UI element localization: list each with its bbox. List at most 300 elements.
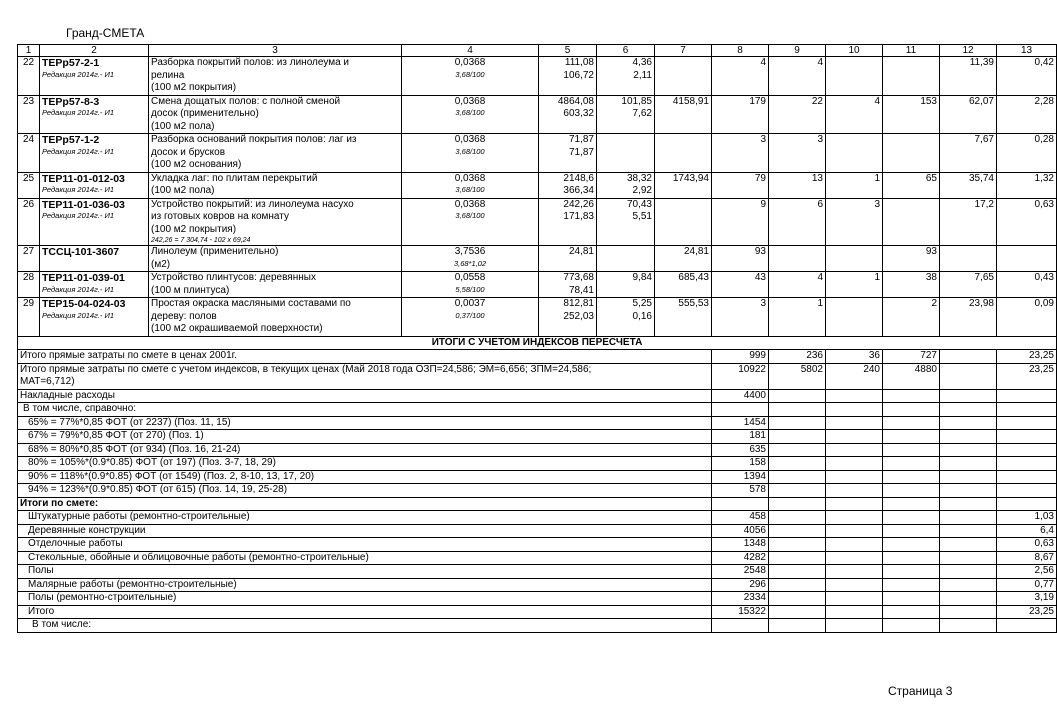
totals-value-c8: 158 [712,457,769,471]
col-num: 10 [826,45,883,57]
machinery-wages: 2,11 [633,69,652,81]
machinery-wages: 7,62 [632,108,652,119]
totals-title: ИТОГИ С УЧЕТОМ ИНДЕКСОВ ПЕРЕСЧЕТА [18,336,1057,350]
value-cell-c12: 23,98 [940,298,997,337]
totals-value-c13: 23,25 [997,363,1057,389]
totals-value-c11 [883,416,940,430]
page-number: Страница 3 [888,684,953,698]
row-number: 26 [18,198,40,246]
totals-label-text: Полы [28,565,54,576]
unit-cost-wages: 366,34 [563,185,594,196]
description-line: (м2) [151,258,171,270]
value-cell-c8: 43 [712,272,769,298]
totals-value-c12 [940,430,997,444]
totals-row [18,457,1057,471]
totals-value-c13: 8,67 [997,551,1057,565]
col-num: 5 [539,45,597,57]
row-number: 23 [18,95,40,134]
machinery-cost-cell [597,198,655,246]
totals-value-c12 [940,551,997,565]
totals-value-c11 [883,578,940,592]
totals-value-c8: 999 [712,350,769,364]
totals-value-c13 [997,389,1057,403]
rate-code: ТЕР15-04-024-03 [42,298,126,310]
description-line: (100 м2 покрытия) [151,223,237,235]
totals-value-c9 [769,578,826,592]
description-line: Разборка оснований покрытия полов: лаг из [151,134,357,145]
totals-value-c8: 4400 [712,389,769,403]
totals-value-c12 [940,605,997,619]
table-row [18,272,1057,298]
value-cell-c9: 13 [769,172,826,198]
totals-label [18,524,712,538]
value-cell-c10 [826,246,883,272]
value-cell-c8: 9 [712,198,769,246]
totals-value-c9 [769,403,826,417]
quantity-formula: 3,68/100 [455,211,485,220]
machinery-cost-cell [597,298,655,337]
value-cell-c9: 1 [769,298,826,337]
quantity-cell [402,95,539,134]
value-cell-c10 [826,134,883,173]
totals-value-c12 [940,484,997,498]
totals-label [18,538,712,552]
totals-label-text: Штукатурные работы (ремонтно-строительные) [28,511,250,522]
col-num: 9 [769,45,826,57]
table-row [18,198,1057,246]
value-cell-c8: 3 [712,298,769,337]
unit-cost-cell [539,134,597,173]
row-number: 25 [18,172,40,198]
totals-label-text: 65% = 77%*0,85 ФОТ (от 2237) (Поз. 11, 15) [28,416,231,428]
quantity: 0,0368 [454,95,486,107]
description-line: (100 м2 окрашиваемой поверхности) [151,323,323,334]
table-row [18,246,1057,272]
totals-label [18,389,712,403]
totals-value-c9 [769,389,826,403]
description-line: дереву: полов [151,310,217,322]
description-line: из готовых ковров на комнату [151,211,289,222]
totals-value-c8: 1348 [712,538,769,552]
description-cell [149,95,402,134]
unit-cost-cell [539,57,597,96]
quantity-formula: 3,68*1,02 [453,258,487,268]
description-line: (100 м2 пола) [151,120,215,132]
totals-value-c10 [826,470,883,484]
description-cell [149,134,402,173]
edition-label: Редакция 2014г.- И1 [42,108,114,117]
totals-value-c8: 2334 [712,592,769,606]
totals-value-c9 [769,619,826,633]
totals-value-c11 [883,457,940,471]
totals-title-row [18,336,1057,350]
unit-cost-total: 24,81 [568,246,594,257]
description-line: (100 м2 основания) [151,159,242,170]
row-number: 24 [18,134,40,173]
totals-value-c9 [769,457,826,471]
totals-value-c12 [940,363,997,389]
quantity-formula: 0,37/100 [455,310,485,320]
unit-cost-total: 242,26 [563,198,594,210]
value-cell-c11: 153 [883,95,940,134]
value-cell-c10: 4 [826,95,883,134]
description-cell [149,57,402,96]
col-num: 11 [883,45,940,57]
totals-label [18,457,712,471]
quantity-formula: 5,58/100 [455,284,485,294]
description-cell [149,198,402,246]
totals-value-c8: 1454 [712,416,769,430]
totals-value-c11 [883,511,940,525]
totals-value-c13 [997,470,1057,484]
description-line: Устройство плинтусов: деревянных [151,272,316,283]
totals-value-c10 [826,389,883,403]
totals-label-text: Деревянные конструкции [28,524,146,536]
totals-value-c10 [826,524,883,538]
totals-value-c10 [826,403,883,417]
totals-row [18,497,1057,511]
totals-value-c13: 23,25 [997,605,1057,619]
totals-value-c11 [883,497,940,511]
rate-code-cell [40,272,149,298]
unit-cost-wages: 171,83 [563,211,594,222]
machinery-cost: 5,25 [632,298,652,309]
unit-cost-cell [539,95,597,134]
rate-code: ТЕР11-01-036-03 [42,198,125,211]
totals-value-c8: 1394 [712,470,769,484]
totals-value-c11: 4880 [883,363,940,389]
value-cell-c9: 3 [769,134,826,173]
totals-row [18,484,1057,498]
value-cell-c7: 24,81 [655,246,712,272]
edition-label: Редакция 2014г.- И1 [42,146,114,156]
totals-label [18,363,712,389]
totals-label-text: 67% = 79%*0,85 ФОТ (от 270) (Поз. 1) [28,430,204,441]
totals-label-text: Отделочные работы [28,538,123,549]
estimate-table [17,44,1057,633]
unit-cost-wages: 106,72 [563,69,594,81]
totals-row [18,403,1057,417]
totals-row [18,350,1057,364]
unit-cost-cell [539,246,597,272]
unit-cost-wages: 603,32 [563,108,594,119]
value-cell-c13: 0,28 [997,134,1057,173]
quantity-cell [402,172,539,198]
totals-row [18,605,1057,619]
totals-value-c9 [769,430,826,444]
totals-value-c13 [997,497,1057,511]
description-line: (100 м плинтуса) [151,284,230,296]
totals-value-c12 [940,470,997,484]
totals-label-text: 80% = 105%*(0.9*0.85) ФОТ (от 197) (Поз. 3-7, 18, 29) [28,457,276,468]
quantity-formula: 3,68/100 [455,146,485,156]
value-cell-c10: 1 [826,172,883,198]
rate-code-cell [40,172,149,198]
value-cell-c13 [997,246,1057,272]
totals-value-c12 [940,524,997,538]
totals-value-c13 [997,484,1057,498]
col-num: 3 [149,45,402,57]
totals-value-c9: 5802 [769,363,826,389]
value-cell-c13: 1,32 [997,172,1057,198]
totals-label [18,592,712,606]
unit-cost-total: 4864,08 [557,95,594,107]
totals-value-c13 [997,457,1057,471]
value-cell-c7 [655,134,712,173]
totals-label [18,443,712,457]
col-num: 7 [655,45,712,57]
value-cell-c9: 4 [769,57,826,96]
totals-row [18,430,1057,444]
totals-value-c8 [712,497,769,511]
description-cell [149,172,402,198]
totals-value-c13 [997,430,1057,444]
totals-value-c10 [826,565,883,579]
value-cell-c8: 3 [712,134,769,173]
quantity: 0,0368 [454,172,486,184]
totals-value-c11 [883,430,940,444]
totals-value-c10 [826,484,883,498]
row-number: 29 [18,298,40,337]
description-cell [149,246,402,272]
totals-value-c8: 15322 [712,605,769,619]
totals-value-c10 [826,551,883,565]
machinery-cost: 4,36 [632,57,652,68]
totals-value-c8: 4282 [712,551,769,565]
value-cell-c9 [769,246,826,272]
unit-cost-total: 812,81 [563,298,594,309]
totals-value-c8: 181 [712,430,769,444]
machinery-cost-cell [597,134,655,173]
edition-label: Редакция 2014г.- И1 [42,284,114,294]
totals-label-text: Итого [28,605,55,617]
totals-value-c9 [769,443,826,457]
quantity-cell [402,198,539,246]
totals-value-c11: 727 [883,350,940,364]
rate-code: ТЕРр57-1-2 [42,134,100,146]
totals-row [18,416,1057,430]
totals-value-c9 [769,592,826,606]
totals-value-c11 [883,389,940,403]
totals-value-c8: 635 [712,443,769,457]
totals-label-text: 94% = 123%*(0.9*0.85) ФОТ (от 615) (Поз. 14, 19, 25-28) [28,484,288,495]
totals-value-c12 [940,457,997,471]
totals-label [18,605,712,619]
totals-value-c12 [940,565,997,579]
totals-value-c11 [883,619,940,633]
totals-value-c12 [940,578,997,592]
quantity-formula: 3,68/100 [455,69,485,79]
totals-label [18,430,712,444]
totals-value-c12 [940,619,997,633]
value-cell-c12: 35,74 [940,172,997,198]
machinery-cost-cell [597,172,655,198]
machinery-cost-cell [597,57,655,96]
totals-value-c8: 2548 [712,565,769,579]
machinery-cost-cell [597,272,655,298]
value-cell-c8: 79 [712,172,769,198]
totals-value-c10 [826,443,883,457]
unit-cost-cell [539,198,597,246]
totals-value-c10 [826,619,883,633]
edition-label: Редакция 2014г.- И1 [42,211,114,220]
rate-code: ТССЦ-101-3607 [42,246,120,258]
totals-value-c12 [940,538,997,552]
totals-value-c12 [940,443,997,457]
row-number: 27 [18,246,40,272]
unit-cost-total: 71,87 [568,134,594,145]
value-cell-c7 [655,57,712,96]
totals-value-c10 [826,605,883,619]
table-row [18,134,1057,173]
totals-value-c10 [826,538,883,552]
rate-code: ТЕРр57-8-3 [42,95,100,108]
totals-value-c11 [883,484,940,498]
table-row [18,57,1057,96]
totals-value-c10 [826,592,883,606]
totals-value-c9: 236 [769,350,826,364]
totals-value-c13 [997,443,1057,457]
machinery-wages: 5,51 [632,211,652,222]
row-number: 22 [18,57,40,96]
totals-row [18,524,1057,538]
totals-value-c12 [940,592,997,606]
value-cell-c11 [883,134,940,173]
quantity-formula: 3,68/100 [455,185,485,194]
description-line: Укладка лаг: по плитам перекрытий [151,172,318,184]
description-line: (100 м2 покрытия) [151,82,237,93]
description-line: Простая окраска масляными составами по [151,298,351,309]
totals-value-c8: 10922 [712,363,769,389]
col-num: 8 [712,45,769,57]
totals-row [18,470,1057,484]
description-line: досок (применительно) [151,108,259,119]
totals-label [18,565,712,579]
unit-cost-wages: 252,03 [563,310,594,322]
totals-value-c13: 3,19 [997,592,1057,606]
totals-value-c10: 240 [826,363,883,389]
totals-row [18,363,1057,389]
edition-label: Редакция 2014г.- И1 [42,310,114,320]
totals-value-c13: 0,77 [997,578,1057,592]
totals-value-c9 [769,511,826,525]
rate-code-cell [40,246,149,272]
totals-value-c11 [883,565,940,579]
col-num: 2 [40,45,149,57]
value-cell-c7 [655,198,712,246]
formula-note: 242,26 = 7 304,74 - 102 x 69,24 [151,237,251,244]
unit-cost-total: 773,68 [563,272,594,283]
value-cell-c12: 7,67 [940,134,997,173]
totals-row [18,538,1057,552]
rate-code-cell [40,57,149,96]
totals-label-text: Итоги по смете: [20,497,99,509]
totals-value-c10 [826,497,883,511]
unit-cost-wages: 78,41 [568,284,594,296]
unit-cost-cell [539,172,597,198]
table-row [18,298,1057,337]
totals-label [18,416,712,430]
totals-row [18,389,1057,403]
totals-value-c13: 6,4 [997,524,1057,538]
value-cell-c10: 3 [826,198,883,246]
totals-value-c11 [883,524,940,538]
totals-value-c10: 36 [826,350,883,364]
col-num: 13 [997,45,1057,57]
machinery-cost: 38,32 [626,172,652,184]
totals-value-c12 [940,350,997,364]
value-cell-c7: 555,53 [655,298,712,337]
edition-label: Редакция 2014г.- И1 [42,185,114,194]
value-cell-c7: 685,43 [655,272,712,298]
totals-value-c12 [940,403,997,417]
quantity-formula: 3,68/100 [455,108,485,117]
totals-value-c10 [826,511,883,525]
totals-label [18,470,712,484]
totals-value-c13: 23,25 [997,350,1057,364]
totals-value-c10 [826,430,883,444]
quantity-cell [402,57,539,96]
col-num: 4 [402,45,539,57]
value-cell-c12: 62,07 [940,95,997,134]
totals-value-c11 [883,538,940,552]
totals-row [18,619,1057,633]
value-cell-c11 [883,57,940,96]
totals-value-c12 [940,389,997,403]
totals-label-text: В том числе: [32,619,92,630]
rate-code: ТЕР11-01-039-01 [42,272,125,284]
totals-value-c9 [769,524,826,538]
totals-row [18,565,1057,579]
totals-value-c9 [769,538,826,552]
totals-value-c9 [769,470,826,484]
totals-row [18,592,1057,606]
value-cell-c9: 6 [769,198,826,246]
totals-value-c10 [826,416,883,430]
totals-row [18,443,1057,457]
table-row [18,95,1057,134]
quantity-cell [402,246,539,272]
totals-label-text: Накладные расходы [20,389,115,401]
totals-label [18,350,712,364]
value-cell-c13: 0,43 [997,272,1057,298]
unit-cost-cell [539,298,597,337]
totals-label [18,497,712,511]
value-cell-c13: 0,63 [997,198,1057,246]
value-cell-c7: 4158,91 [655,95,712,134]
totals-value-c8: 578 [712,484,769,498]
totals-value-c13 [997,619,1057,633]
quantity-cell [402,134,539,173]
totals-label [18,484,712,498]
totals-value-c8 [712,619,769,633]
totals-value-c11 [883,443,940,457]
totals-value-c11 [883,470,940,484]
totals-value-c9 [769,484,826,498]
quantity: 3,7536 [454,246,486,257]
table-row [18,172,1057,198]
value-cell-c8: 93 [712,246,769,272]
totals-value-c12 [940,416,997,430]
totals-label [18,403,712,417]
unit-cost-cell [539,272,597,298]
totals-value-c13: 2,56 [997,565,1057,579]
machinery-cost: 70,43 [626,198,652,210]
column-number-row [18,45,1057,57]
app-title: Гранд-СМЕТА [66,26,145,40]
totals-value-c11 [883,592,940,606]
totals-label-text: 68% = 80%*0,85 ФОТ (от 934) (Поз. 16, 21-24) [28,443,241,455]
